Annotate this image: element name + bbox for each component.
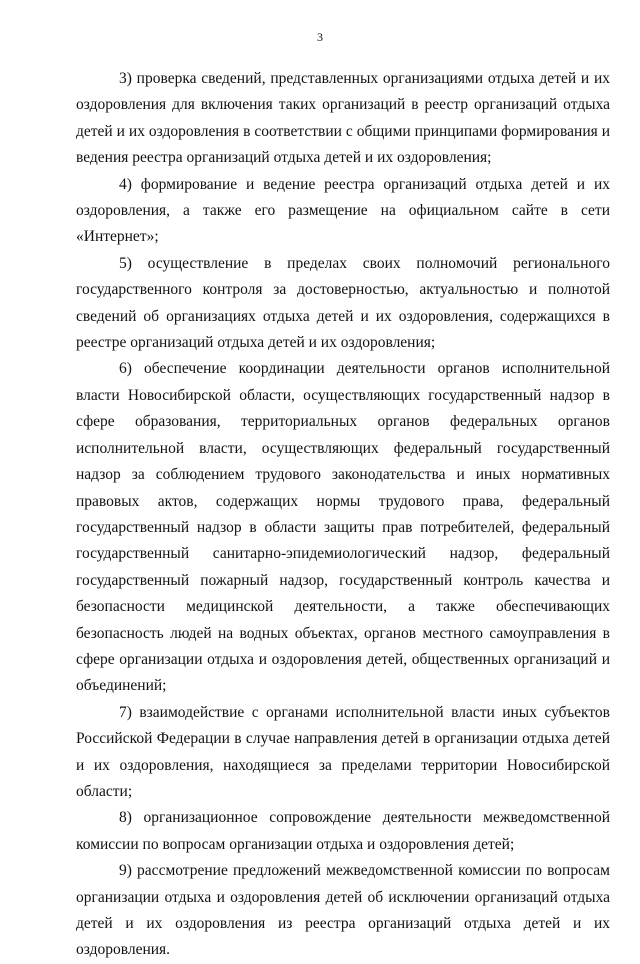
paragraph-item-7: 7) взаимодействие с органами исполнительной власти иных субъектов Российской Федерации в случае направления детей в организации отдыха детей и их оздоровления, находящиеся за пределами территории Новосибирской области;: [76, 703, 610, 800]
paragraph-item-4: 4) формирование и ведение реестра организаций отдыха детей и их оздоровления, а также его размещение на официальном сайте в сети «Интернет»;: [76, 175, 610, 246]
paragraph-item-5: 5) осуществление в пределах своих полномочий регионального государственного контроля за достоверностью, актуальностью и полнотой сведений об организациях отдыха детей и их оздоровления, содержащихся в реестре организаций отдыха детей и их оздоровления;: [76, 254, 610, 352]
paragraph-item-6: 6) обеспечение координации деятельности органов исполнительной власти Новосибирской области, осуществляющих государственный надзор в сфере образования, территориальных органов федеральных органов исполнительной власти, осуществляющих федеральный государственный надзор за соблюдением трудового законодательства и иных нормативных правовых актов, содержащих нормы трудового права, федеральный государственный надзор в области защиты прав потребителей, федеральный государственный санитарно-эпидемиологический надзор, федеральный государственный пожарный надзор, государственный контроль качества и безопасности медицинской деятельности, а также обеспечивающих безопасность людей на водных объектах, органов местного самоуправления в сфере организации отдыха и оздоровления детей, общественных организаций и объединений;: [76, 360, 610, 695]
paragraph-item-8: 8) организационное сопровождение деятельности межведомственной комиссии по вопросам организации отдыха и оздоровления детей;: [76, 809, 610, 853]
paragraph-item-9: 9) рассмотрение предложений межведомственной комиссии по вопросам организации отдыха и оздоровления детей об исключении организаций отдыха детей и их оздоровления из реестра организаций отдыха детей и их оздоровления.: [76, 862, 610, 959]
document-body: [76, 66, 610, 964]
paragraph-item-3: 3) проверка сведений, представленных организациями отдыха детей и их оздоровления для включения таких организаций в реестр организаций отдыха детей и их оздоровления в соответствии с общими принципами формирования и ведения реестра организаций отдыха детей и их оздоровления;: [76, 70, 610, 167]
page-number: 3: [317, 30, 323, 44]
